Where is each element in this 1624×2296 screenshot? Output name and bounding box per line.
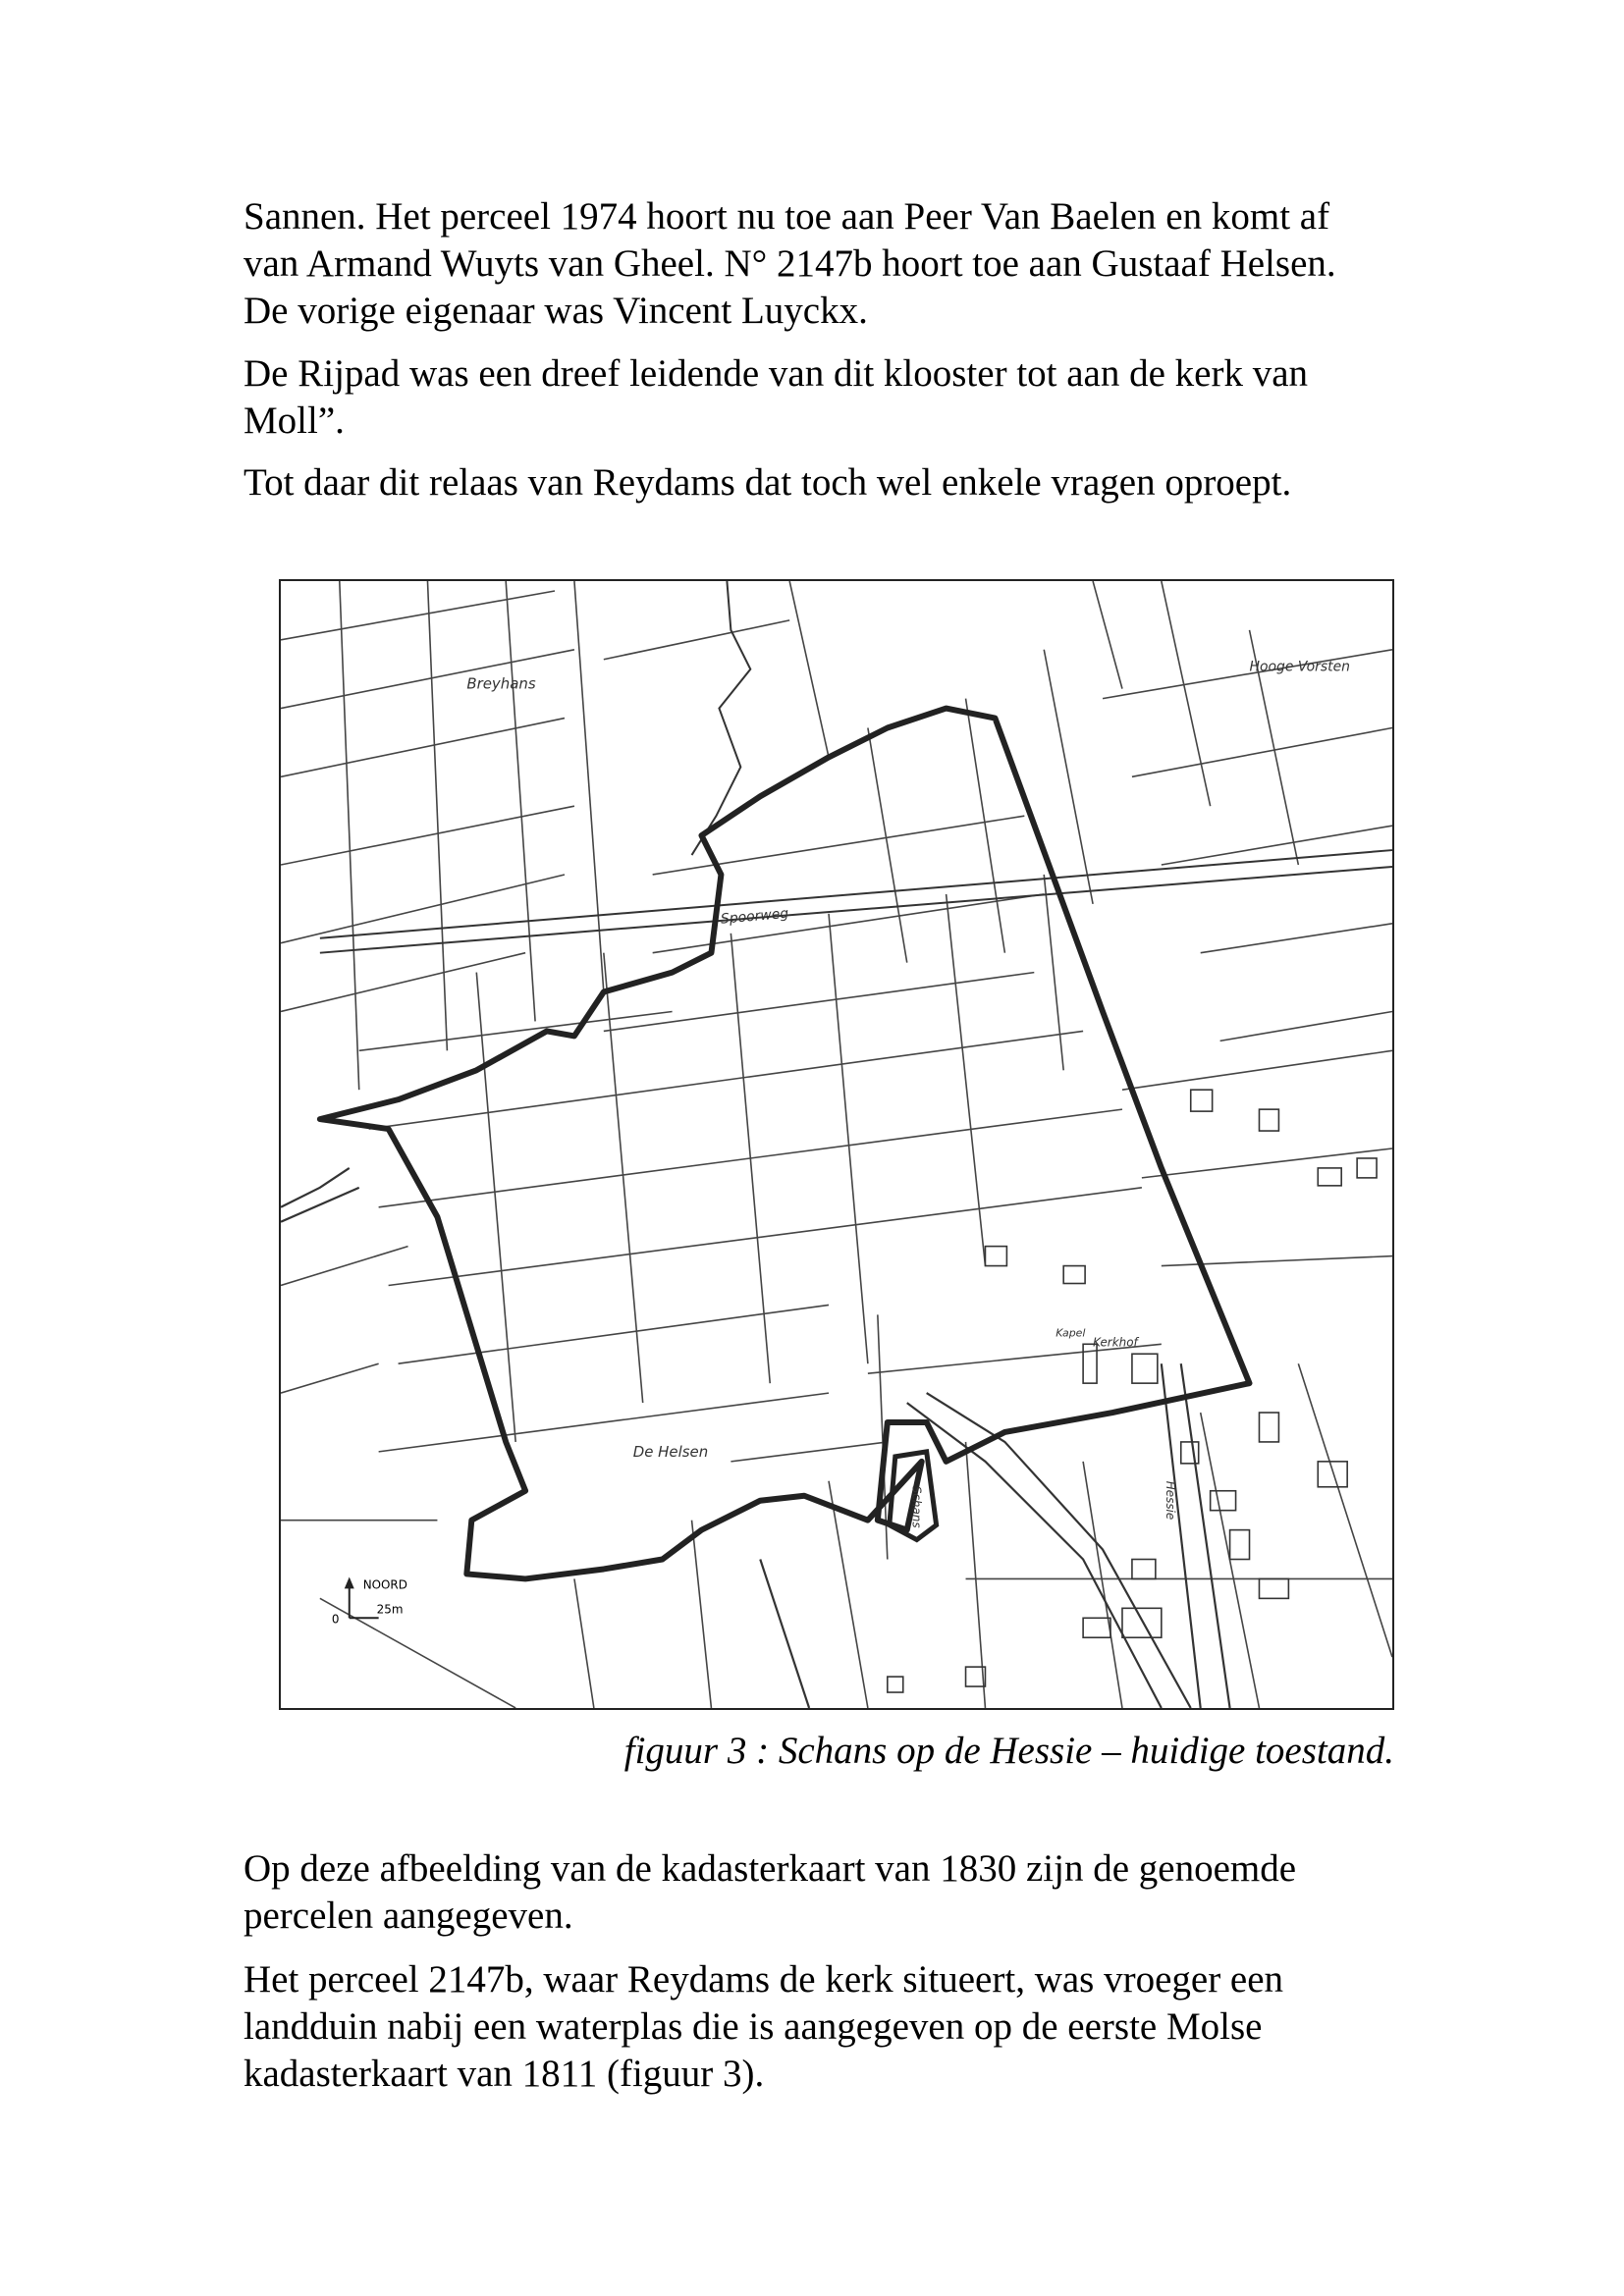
cadastral-map-figure <box>279 579 1394 1710</box>
north-arrow-icon <box>345 1576 354 1618</box>
paragraph-3-line-1: Tot daar dit relaas van Reydams dat toch wel enkele vragen oproept. <box>244 461 1292 504</box>
project-boundary <box>320 709 1250 1579</box>
paragraph-4-line-1: Op deze afbeelding van de kadasterkaart van 1830 zijn de genoemde <box>244 1847 1297 1890</box>
paragraph-5-line-2: landduin nabij een waterplas die is aangegeven op de eerste Molse <box>244 2005 1263 2048</box>
label-breyhans: Breyhans <box>466 674 536 693</box>
paragraph-3 <box>244 459 1422 507</box>
paragraph-5-line-3: kadasterkaart van 1811 (figuur 3). <box>244 2053 765 2095</box>
figure-caption: figuur 3 : Schans op de Hessie – huidige toestand. <box>623 1730 1394 1772</box>
roads <box>281 1168 1230 1708</box>
label-noord: NOORD <box>362 1577 407 1592</box>
paragraph-1-line-2: van Armand Wuyts van Gheel. N° 2147b hoort toe aan Gustaaf Helsen. <box>244 242 1336 285</box>
paragraph-4 <box>244 1845 1422 1940</box>
label-de-helsen: De Helsen <box>632 1442 709 1461</box>
label-hessie: Hessie <box>1163 1480 1177 1521</box>
label-schans: Schans <box>909 1485 924 1528</box>
paragraph-2 <box>244 350 1422 445</box>
label-kerkhof: Kerkhof <box>1093 1335 1138 1350</box>
paragraph-5-line-1: Het perceel 2147b, waar Reydams de kerk situeert, was vroeger een <box>244 1958 1284 2001</box>
label-spoorweg: Spoorweg <box>720 905 789 928</box>
paragraph-2-line-2: Moll”. <box>244 400 345 442</box>
paragraph-1 <box>244 193 1422 335</box>
paragraph-4-line-2: percelen aangegeven. <box>244 1895 573 1937</box>
label-hooge-vorst: Hooge Vorsten <box>1249 659 1351 675</box>
paragraph-2-line-1: De Rijpad was een dreef leidende van dit klooster tot aan de kerk van <box>244 352 1309 395</box>
paragraph-1-line-3: De vorige eigenaar was Vincent Luyckx. <box>244 290 868 332</box>
label-kapel: Kapel <box>1056 1326 1086 1340</box>
paragraph-1-line-1: Sannen. Het perceel 1974 hoort nu toe aan Peer Van Baelen en komt af <box>244 195 1330 238</box>
stream <box>692 581 751 855</box>
label-scale-zero: 0 <box>331 1612 340 1627</box>
cadastral-map <box>281 581 1392 1708</box>
railway <box>320 850 1392 953</box>
label-scale-25: 25m <box>376 1602 404 1617</box>
paragraph-5 <box>244 1956 1422 2098</box>
